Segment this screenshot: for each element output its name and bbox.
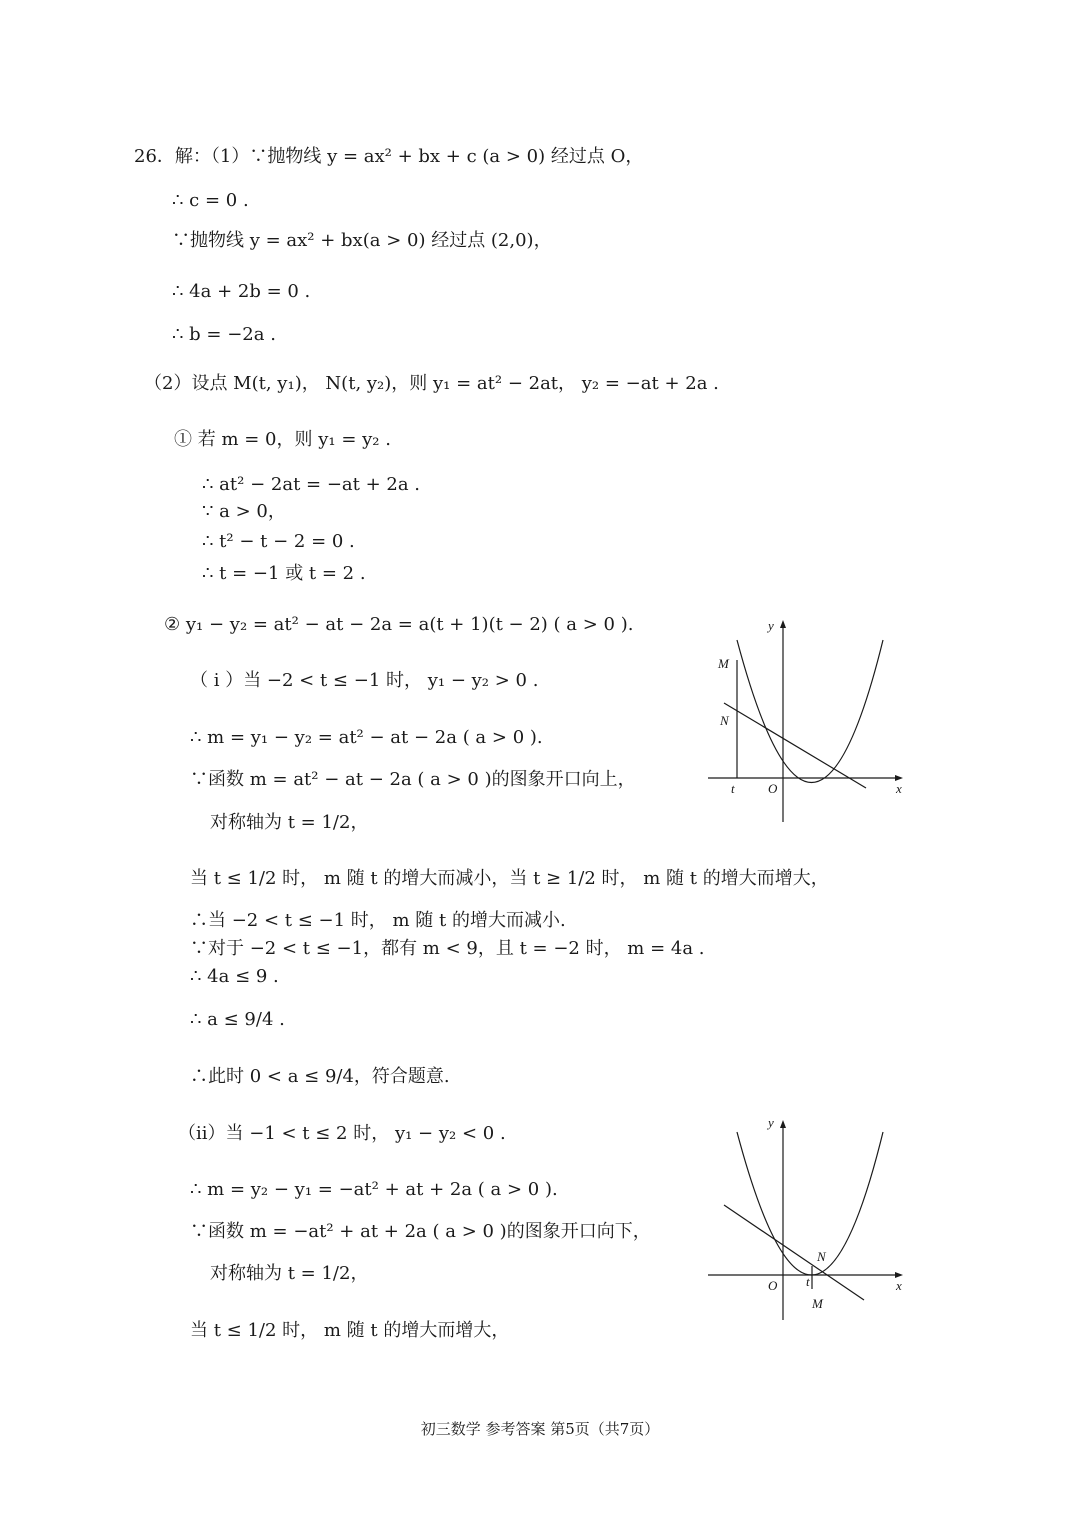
text-line: ① 若 m = 0，则 y₁ = y₂ .: [174, 429, 391, 450]
y-axis-label: y: [768, 1115, 774, 1130]
text-line: ∵抛物线 y = ax² + bx(a > 0) 经过点 (2,0)，: [172, 230, 552, 251]
x-axis-label: x: [896, 1278, 902, 1293]
parabola-curve: [737, 1132, 883, 1275]
text-line: 对称轴为 t = 1/2，: [210, 1263, 369, 1284]
parabola-graph-case-ii: [700, 1110, 915, 1325]
text-line: ∴ c = 0 .: [172, 190, 249, 211]
text-line: （ i ）当 −2 < t ≤ −1 时， y₁ − y₂ > 0 .: [190, 670, 539, 691]
text-line: ② y₁ − y₂ = at² − at − 2a = a(t + 1)(t − 2) ( a > 0 ).: [164, 614, 634, 635]
text-line: 26．解：（1）∵抛物线 y = ax² + bx + c (a > 0) 经过点 O，: [134, 146, 644, 167]
text-line: （ii）当 −1 < t ≤ 2 时， y₁ − y₂ < 0 .: [178, 1123, 506, 1144]
y-axis-arrow-icon: [780, 620, 786, 628]
point-n-label: N: [720, 713, 729, 728]
point-m-label: M: [812, 1296, 823, 1311]
point-m-label: M: [718, 656, 729, 671]
t-label: t: [731, 781, 735, 796]
origin-label: O: [768, 1278, 778, 1293]
parabola-curve: [737, 640, 883, 783]
y-axis-arrow-icon: [780, 1120, 786, 1128]
text-line: ∴ a ≤ 9/4 .: [190, 1009, 285, 1030]
text-line: ∴ b = −2a .: [172, 324, 276, 345]
text-line: ∵对于 −2 < t ≤ −1，都有 m < 9，且 t = −2 时， m = 4a .: [190, 938, 705, 959]
text-line: ∴ t² − t − 2 = 0 .: [202, 531, 355, 552]
parabola-graph-case-i: [700, 610, 915, 825]
text-line: ∴ 4a ≤ 9 .: [190, 966, 279, 987]
text-line: ∵ a > 0，: [202, 501, 286, 522]
text-line: ∴ m = y₁ − y₂ = at² − at − 2a ( a > 0 ).: [190, 727, 543, 748]
point-n-label: N: [817, 1249, 826, 1264]
text-line: ∵函数 m = at² − at − 2a ( a > 0 )的图象开口向上，: [190, 769, 636, 790]
text-line: （2）设点 M(t, y₁)， N(t, y₂)，则 y₁ = at² − 2at， y₂ = −at + 2a .: [144, 373, 719, 394]
y-axis-label: y: [768, 618, 774, 633]
text-line: ∴ at² − 2at = −at + 2a .: [202, 474, 421, 495]
x-axis-label: x: [896, 781, 902, 796]
origin-label: O: [768, 781, 778, 796]
text-line: ∴ t = −1 或 t = 2 .: [202, 563, 366, 584]
text-line: 对称轴为 t = 1/2，: [210, 812, 369, 833]
text-line: 当 t ≤ 1/2 时， m 随 t 的增大而减小，当 t ≥ 1/2 时， m 随 t 的增大而增大，: [190, 868, 829, 889]
page-footer: 初三数学 参考答案 第5页（共7页）: [420, 1420, 660, 1438]
text-line: ∴此时 0 < a ≤ 9/4，符合题意.: [190, 1066, 450, 1087]
line-n: [724, 1205, 864, 1300]
text-line: ∴ 4a + 2b = 0 .: [172, 281, 311, 302]
text-line: 当 t ≤ 1/2 时， m 随 t 的增大而增大，: [190, 1320, 510, 1341]
text-line: ∵函数 m = −at² + at + 2a ( a > 0 )的图象开口向下，: [190, 1221, 651, 1242]
text-line: ∴ m = y₂ − y₁ = −at² + at + 2a ( a > 0 ).: [190, 1179, 558, 1200]
text-line: ∴当 −2 < t ≤ −1 时， m 随 t 的增大而减小.: [190, 910, 566, 931]
t-label: t: [806, 1274, 810, 1289]
